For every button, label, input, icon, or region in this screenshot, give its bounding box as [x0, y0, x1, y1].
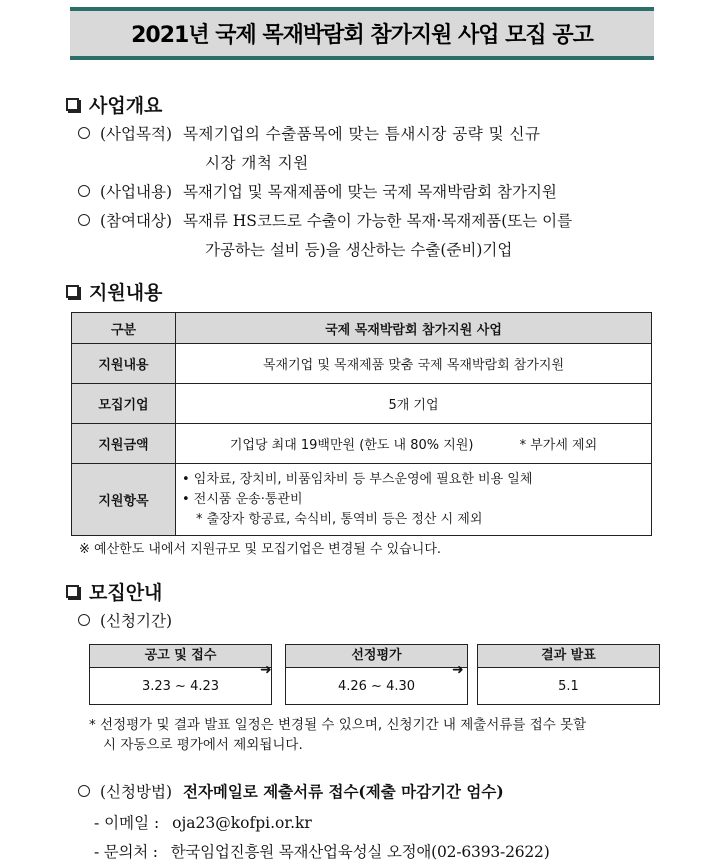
arrow-right-icon: ➜	[452, 662, 464, 678]
email-line: - 이메일 : oja23@kofpi.or.kr	[94, 814, 312, 832]
row-label: 지원금액	[72, 424, 176, 464]
row-value: 목재기업 및 목재제품 맞춤 국제 목재박람회 참가지원	[176, 344, 652, 384]
table-footnote: ※ 예산한도 내에서 지원규모 및 모집기업은 변경될 수 있습니다.	[79, 542, 442, 557]
support-table	[71, 312, 652, 536]
row-value: 5개 기업	[176, 384, 652, 424]
vat-note: * 부가세 제외	[519, 438, 598, 453]
schedule-note: * 선정평가 및 결과 발표 일정은 변경될 수 있으며, 신청기간 내 제출서류를 접수 못할	[89, 717, 587, 733]
flow-step-period: 5.1	[558, 679, 579, 694]
table-row	[72, 464, 652, 536]
table-row	[72, 384, 652, 424]
circle-bullet-icon	[78, 214, 90, 226]
list-item: • 전시품 운송·통관비	[182, 491, 303, 507]
checkbox-icon	[66, 585, 79, 598]
circle-bullet-icon	[78, 785, 90, 797]
contact-line: - 문의처 : 한국임업진흥원 목재산업육성실 오정애(02-6393-2622)	[94, 843, 550, 861]
table-header-cell: 구분	[72, 313, 176, 344]
overview-target: (참여대상) 목재류 HS코드로 수출이 가능한 목재·목재제품(또는 이를	[78, 209, 572, 231]
overview-content: (사업내용) 목재기업 및 목재제품에 맞는 국제 목재박람회 참가지원	[78, 180, 557, 202]
page-title: 2021년 국제 목재박람회 참가지원 사업 모집 공고	[131, 23, 593, 48]
list-item: • 임차료, 장치비, 비품임차비 등 부스운영에 필요한 비용 일체	[182, 471, 533, 487]
section-heading-support: 지원내용	[66, 278, 162, 305]
overview-target-cont: 가공하는 설비 등)을 생산하는 수출(준비)기업	[205, 241, 513, 259]
flow-step-announce	[89, 644, 272, 705]
overview-purpose-cont: 시장 개척 지원	[205, 154, 309, 172]
table-header-row	[72, 313, 652, 344]
flow-step-result	[477, 644, 660, 705]
row-value	[176, 464, 652, 536]
list-item: * 출장자 항공료, 숙식비, 통역비 등은 정산 시 제외	[196, 511, 483, 527]
row-label: 모집기업	[72, 384, 176, 424]
flow-step-evaluation	[285, 644, 468, 705]
overview-purpose: (사업목적) 목제기업의 수출품목에 맞는 틈새시장 공략 및 신규	[78, 122, 540, 144]
row-label: 지원내용	[72, 344, 176, 384]
contact-info: 한국임업진흥원 목재산업육성실 오정애(02-6393-2622)	[170, 843, 550, 861]
table-row	[72, 344, 652, 384]
checkbox-icon	[66, 285, 79, 298]
circle-bullet-icon	[78, 185, 90, 197]
section-heading-recruit: 모집안내	[66, 578, 162, 605]
section-heading-overview: 사업개요	[66, 91, 162, 118]
flow-step-period: 4.26 ~ 4.30	[337, 679, 416, 694]
flow-step-title: 결과 발표	[478, 645, 659, 668]
table-row	[72, 424, 652, 464]
row-label: 지원항목	[72, 464, 176, 536]
recruit-method: (신청방법) 전자메일로 제출서류 접수(제출 마감기간 엄수)	[78, 780, 504, 802]
table-header-cell: 국제 목재박람회 참가지원 사업	[176, 313, 652, 344]
title-banner	[70, 7, 654, 60]
schedule-note-cont: 시 자동으로 평가에서 제외됩니다.	[103, 737, 303, 753]
recruit-period: (신청기간)	[78, 609, 172, 631]
flow-step-period: 3.23 ~ 4.23	[141, 679, 220, 694]
email-link[interactable]: oja23@kofpi.or.kr	[172, 814, 312, 832]
checkbox-icon	[66, 98, 79, 111]
row-value: 기업당 최대 19백만원 (한도 내 80% 지원) * 부가세 제외	[176, 424, 652, 464]
circle-bullet-icon	[78, 614, 90, 626]
arrow-right-icon: ➜	[260, 662, 272, 678]
circle-bullet-icon	[78, 127, 90, 139]
flow-step-title: 공고 및 접수	[90, 645, 271, 668]
flow-step-title: 선정평가	[286, 645, 467, 668]
